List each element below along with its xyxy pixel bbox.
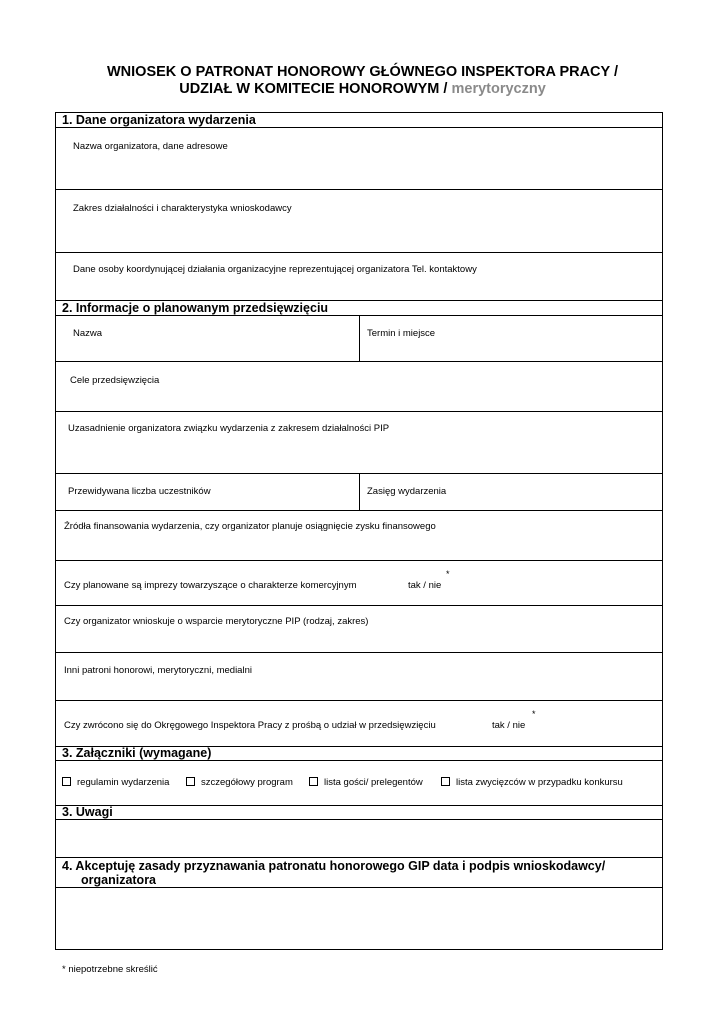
commercial-row[interactable]	[56, 560, 662, 606]
name-label: Nazwa	[73, 328, 103, 339]
org-name-label: Nazwa organizatora, dane adresowe	[73, 141, 228, 152]
goals-field[interactable]	[56, 361, 662, 412]
scope-field[interactable]	[56, 189, 662, 253]
other-patrons-label: Inni patroni honorowi, merytoryczni, medialni	[64, 665, 252, 676]
remarks-field[interactable]	[56, 819, 662, 858]
coordinator-field[interactable]	[56, 252, 662, 301]
section-4-title-line2: organizatora	[81, 873, 157, 887]
justification-label: Uzasadnienie organizatora związku wydarzenia z zakresem działalności PIP	[68, 423, 390, 434]
attachment-program[interactable]: szczegółowy program	[186, 777, 293, 788]
participants-divider	[359, 473, 360, 510]
financing-field[interactable]	[56, 510, 662, 561]
application-form	[55, 112, 663, 950]
footnote: * niepotrzebne skreślić	[62, 964, 158, 975]
remarks-header	[56, 805, 662, 820]
attachment-winners[interactable]: lista zwycięzców w przypadku konkursu	[441, 777, 623, 788]
reach-label: Zasięg wydarzenia	[367, 486, 447, 497]
section-1-header	[56, 113, 662, 127]
date-place-label: Termin i miejsce	[367, 328, 436, 339]
participants-label: Przewidywana liczba uczestników	[68, 486, 211, 497]
form-title-variant: merytoryczny	[451, 81, 546, 97]
checkbox-icon[interactable]	[62, 777, 71, 786]
attachment-rules[interactable]: regulamin wydarzenia	[62, 777, 169, 788]
coordinator-label: Dane osoby koordynującej działania organizacyjne reprezentującej organizatora Tel. kontaktowy	[73, 264, 477, 275]
other-patrons-field[interactable]	[56, 652, 662, 701]
commercial-footnote-mark: *	[446, 569, 450, 579]
checkbox-icon[interactable]	[309, 777, 318, 786]
form-title-line1: WNIOSEK O PATRONAT HONOROWY GŁÓWNEGO INSPEKTORA PRACY /	[106, 64, 618, 80]
oip-footnote-mark: *	[532, 709, 536, 719]
name-divider	[359, 315, 360, 361]
section-2-title: 2. Informacje o planowanym przedsięwzięciu	[62, 301, 329, 315]
section-4-header	[56, 857, 662, 888]
section-3-header	[56, 746, 662, 761]
form-title-line2	[0, 81, 725, 98]
commercial-yes-no[interactable]: tak / nie	[408, 580, 442, 591]
remarks-title: 3. Uwagi	[62, 805, 113, 819]
support-field[interactable]	[56, 605, 662, 653]
checkbox-icon[interactable]	[186, 777, 195, 786]
scope-label: Zakres działalności i charakterystyka wnioskodawcy	[73, 203, 292, 214]
section-3-title: 3. Załączniki (wymagane)	[62, 746, 212, 760]
support-label: Czy organizator wnioskuje o wsparcie merytoryczne PIP (rodzaj, zakres)	[64, 616, 369, 627]
attachments-row	[56, 760, 662, 806]
section-2-header	[56, 300, 662, 316]
section-4-title-line1: 4. Akceptuję zasady przyznawania patronatu honorowego GIP data i podpis wnioskodawcy/	[62, 859, 606, 873]
commercial-label: Czy planowane są imprezy towarzyszące o charakterze komercyjnym	[64, 580, 357, 591]
form-title-main: UDZIAŁ W KOMITECIE HONOROWYM /	[179, 81, 448, 97]
oip-row[interactable]	[56, 700, 662, 747]
attachment-guests[interactable]: lista gości/ prelegentów	[309, 777, 423, 788]
oip-label: Czy zwrócono się do Okręgowego Inspektora Pracy z prośbą o udział w przedsięwzięciu	[64, 720, 436, 731]
signature-field[interactable]	[56, 887, 662, 950]
financing-label: Źródła finansowania wydarzenia, czy organizator planuje osiągnięcie zysku finansowego	[64, 521, 436, 532]
org-name-field[interactable]	[56, 127, 662, 190]
section-1-title: 1. Dane organizatora wydarzenia	[62, 113, 256, 127]
goals-label: Cele przedsięwzięcia	[70, 375, 160, 386]
justification-field[interactable]	[56, 411, 662, 474]
oip-yes-no[interactable]: tak / nie	[492, 720, 526, 731]
checkbox-icon[interactable]	[441, 777, 450, 786]
